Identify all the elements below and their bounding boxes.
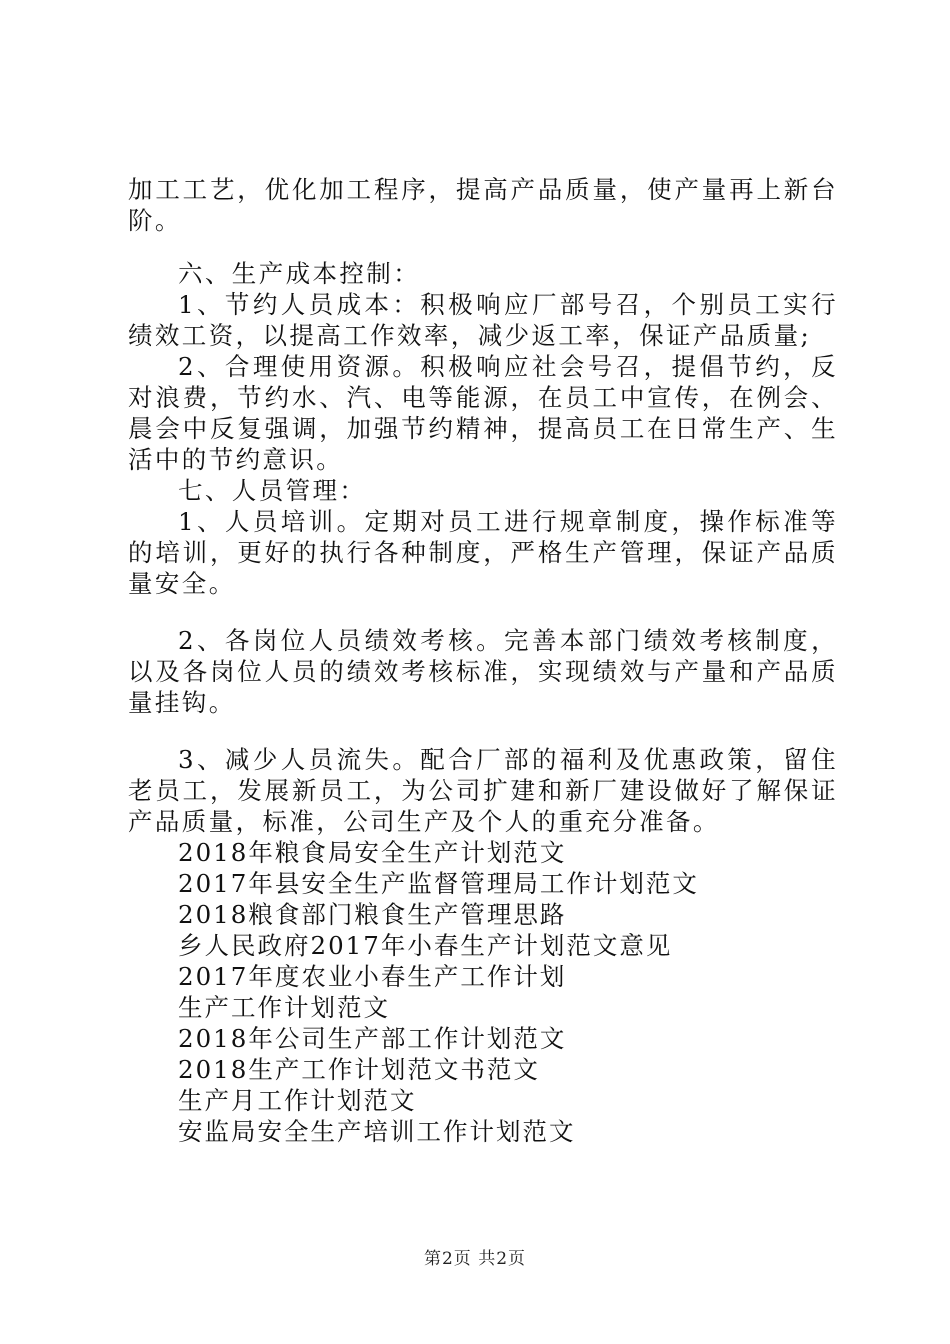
related-title[interactable]: 乡人民政府2017年小春生产计划范文意见 (178, 931, 673, 960)
paragraph-continuation: 加工工艺，优化加工程序，提高产品质量，使产量再上新台阶。 (128, 175, 838, 235)
paragraph-retention: 3、减少人员流失。配合厂部的福利及优惠政策，留住老员工，发展新员工，为公司扩建和新厂建设做好了解保证产品质量，标准，公司生产及个人的重充分准备。 (128, 745, 838, 836)
related-title[interactable]: 生产工作计划范文 (178, 993, 390, 1022)
paragraph-staff-cost: 1、节约人员成本：积极响应厂部号召，个别员工实行绩效工资，以提高工作效率，减少返工率，保证产品质量; (128, 290, 838, 350)
related-title[interactable]: 生产月工作计划范文 (178, 1086, 417, 1115)
paragraph-resources: 2、合理使用资源。积极响应社会号召，提倡节约，反对浪费，节约水、汽、电等能源，在员工中宣传，在例会、晨会中反复强调，加强节约精神，提高员工在日常生产、生活中的节约意识。 (128, 352, 838, 474)
heading-personnel: 七、人员管理： (178, 476, 367, 505)
related-title[interactable]: 2018年公司生产部工作计划范文 (178, 1024, 567, 1053)
related-title[interactable]: 2018生产工作计划范文书范文 (178, 1055, 540, 1084)
paragraph-training: 1、人员培训。定期对员工进行规章制度，操作标准等的培训，更好的执行各种制度，严格生产管理，保证产品质量安全。 (128, 507, 838, 598)
heading-cost-control: 六、生产成本控制： (178, 259, 421, 288)
related-title[interactable]: 2018年粮食局安全生产计划范文 (178, 838, 567, 867)
related-titles-list (128, 837, 838, 1147)
document-body (128, 174, 838, 1147)
related-title[interactable]: 2017年度农业小春生产工作计划 (178, 962, 567, 991)
related-title[interactable]: 安监局安全生产培训工作计划范文 (178, 1117, 576, 1146)
paragraph-assessment: 2、各岗位人员绩效考核。完善本部门绩效考核制度，以及各岗位人员的绩效考核标准，实现绩效与产量和产品质量挂钩。 (128, 626, 838, 717)
related-title[interactable]: 2018粮食部门粮食生产管理思路 (178, 900, 567, 929)
page-footer: 第2页 共2页 (423, 1249, 527, 1269)
related-title[interactable]: 2017年县安全生产监督管理局工作计划范文 (178, 869, 699, 898)
